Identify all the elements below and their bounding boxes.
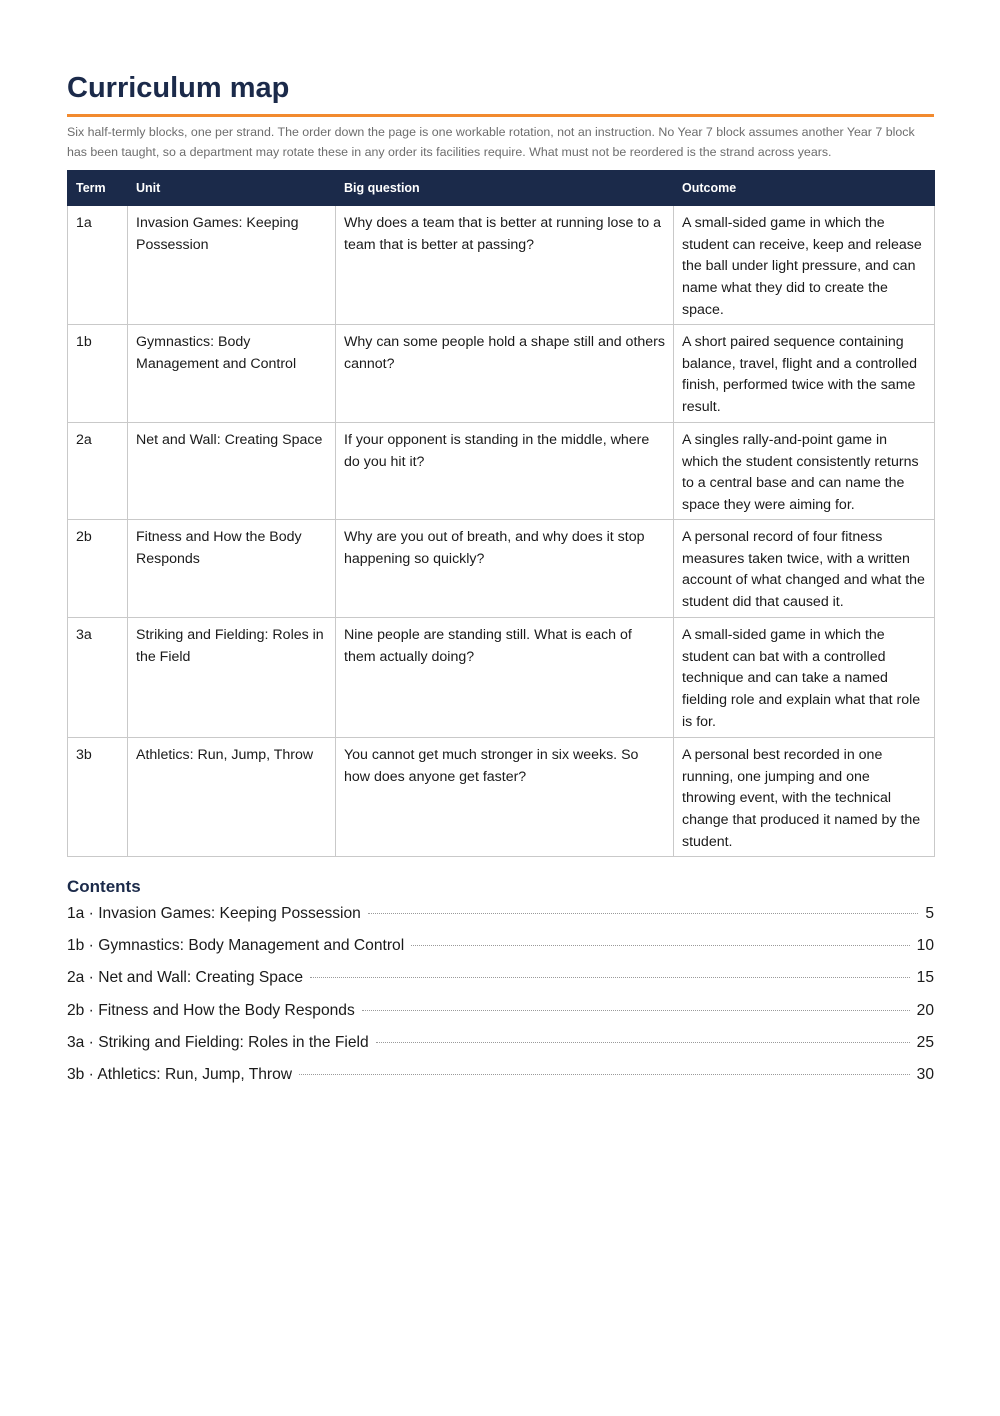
toc-entry-3a[interactable] xyxy=(67,1034,934,1066)
table-of-contents xyxy=(67,905,934,1098)
toc-page-number[interactable]: 30 xyxy=(916,1065,934,1083)
cell-outcome: A small-sided game in which the student can receive, keep and release the ball under light pressure, and can name what they did to create the space. xyxy=(674,206,935,325)
contents-heading: Contents xyxy=(67,877,141,896)
table-row xyxy=(68,618,935,738)
cell-big-question: Why does a team that is better at running lose to a team that is better at passing? xyxy=(336,206,674,325)
toc-dot-leader xyxy=(411,945,909,946)
toc-entry-label[interactable]: 1b · Gymnastics: Body Management and Control xyxy=(67,937,405,955)
header-term: Term xyxy=(68,171,128,206)
toc-page-number[interactable]: 10 xyxy=(916,937,934,955)
toc-entry-2b[interactable] xyxy=(67,1002,934,1034)
cell-unit: Striking and Fielding: Roles in the Field xyxy=(128,618,336,738)
cell-outcome: A personal record of four fitness measures taken twice, with a written account of what changed and what the student did that caused it. xyxy=(674,520,935,618)
table-row xyxy=(68,206,935,325)
toc-entry-label[interactable]: 1a · Invasion Games: Keeping Possession xyxy=(67,905,361,922)
table-row xyxy=(68,520,935,618)
title-underline-rule xyxy=(67,114,934,117)
toc-entry-label[interactable]: 2a · Net and Wall: Creating Space xyxy=(67,969,304,987)
cell-unit: Invasion Games: Keeping Possession xyxy=(128,206,336,325)
toc-dot-leader xyxy=(376,1042,910,1043)
cell-outcome: A singles rally-and-point game in which the student consistently returns to a central base and can name the space they were aiming for. xyxy=(674,423,935,520)
cell-unit: Fitness and How the Body Responds xyxy=(128,520,336,618)
toc-entry-label[interactable]: 3b · Athletics: Run, Jump, Throw xyxy=(67,1065,293,1083)
toc-entry-label[interactable]: 3a · Striking and Fielding: Roles in the Field xyxy=(67,1033,369,1051)
cell-unit: Athletics: Run, Jump, Throw xyxy=(128,738,336,857)
cell-term: 2b xyxy=(68,520,128,618)
cell-outcome: A short paired sequence containing balance, travel, flight and a controlled finish, performed twice with the same result. xyxy=(674,325,935,423)
cell-big-question: If your opponent is standing in the middle, where do you hit it? xyxy=(336,423,674,520)
cell-big-question: Nine people are standing still. What is each of them actually doing? xyxy=(336,618,674,738)
toc-page-number[interactable]: 5 xyxy=(925,905,934,922)
cell-term: 3a xyxy=(68,618,128,738)
toc-entry-3b[interactable] xyxy=(67,1066,934,1098)
toc-page-number[interactable]: 15 xyxy=(916,969,934,987)
cell-big-question: You cannot get much stronger in six weeks. So how does anyone get faster? xyxy=(336,738,674,857)
toc-entry-label[interactable]: 2b · Fitness and How the Body Responds xyxy=(67,1001,355,1019)
table-row xyxy=(68,423,935,520)
toc-entry-1b[interactable] xyxy=(67,937,934,969)
cell-term: 3b xyxy=(68,738,128,857)
toc-dot-leader xyxy=(299,1074,910,1075)
curriculum-table xyxy=(67,170,935,857)
cell-big-question: Why can some people hold a shape still and others cannot? xyxy=(336,325,674,423)
toc-page-number[interactable]: 25 xyxy=(916,1033,934,1051)
toc-dot-leader xyxy=(362,1010,910,1011)
header-outcome: Outcome xyxy=(674,171,935,206)
cell-term: 1b xyxy=(68,325,128,423)
cell-unit: Net and Wall: Creating Space xyxy=(128,423,336,520)
toc-entry-1a[interactable] xyxy=(67,905,934,937)
cell-outcome: A personal best recorded in one running, one jumping and one throwing event, with the technical change that produced it named by the student. xyxy=(674,738,935,857)
toc-page-number[interactable]: 20 xyxy=(916,1001,934,1019)
cell-big-question: Why are you out of breath, and why does it stop happening so quickly? xyxy=(336,520,674,618)
cell-unit: Gymnastics: Body Management and Control xyxy=(128,325,336,423)
header-big-question: Big question xyxy=(336,171,674,206)
table-row xyxy=(68,325,935,423)
cell-term: 2a xyxy=(68,423,128,520)
toc-entry-2a[interactable] xyxy=(67,969,934,1001)
cell-outcome: A small-sided game in which the student can bat with a controlled technique and can take a named fielding role and explain what that role is for. xyxy=(674,618,935,738)
cell-term: 1a xyxy=(68,206,128,325)
toc-dot-leader xyxy=(310,977,910,978)
toc-dot-leader xyxy=(368,913,918,914)
intro-paragraph: Six half-termly blocks, one per strand. The order down the page is one workable rotation, not an instruction. No Year 7 block assumes another Year 7 block has been taught, so a department may rotate these in any order its facilities require. What must not be reordered is the strand across years. xyxy=(67,125,915,159)
header-unit: Unit xyxy=(128,171,336,206)
table-header-row xyxy=(68,171,935,206)
page-title: Curriculum map xyxy=(67,72,290,104)
table-row xyxy=(68,738,935,857)
